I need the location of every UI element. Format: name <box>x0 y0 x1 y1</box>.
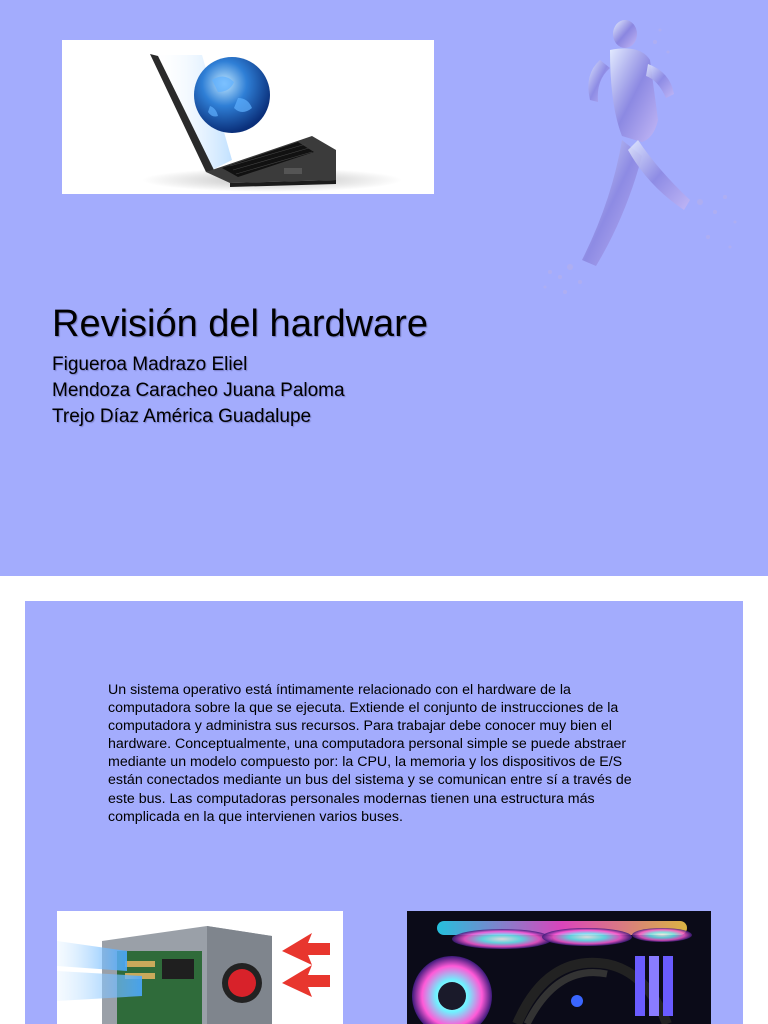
server-airflow-image <box>57 911 343 1024</box>
slide-separator <box>0 576 768 601</box>
laptop-globe-image <box>62 40 434 194</box>
author-name: Figueroa Madrazo Eliel <box>52 354 248 375</box>
slide-2 <box>25 601 743 1024</box>
author-name: Trejo Díaz América Guadalupe <box>52 406 312 427</box>
slide-title: Revisión del hardware <box>52 303 428 345</box>
author-name: Mendoza Caracheo Juana Paloma <box>52 380 345 401</box>
crystal-runner-image <box>530 12 750 307</box>
rgb-cooling-pc-image <box>407 911 711 1024</box>
author-list <box>52 352 345 430</box>
body-paragraph: Un sistema operativo está íntimamente relacionado con el hardware de la computadora sobre la que se ejecuta. Extiende el conjunto de instrucciones de la computadora y administra sus recursos. Para trabajar debe conocer muy bien el hardware. Conceptualmente, una computadora personal simple se puede abstraer mediante un modelo compuesto por: la CPU, la memoria y los dispositivos de E/S están conectados mediante un bus del sistema y se comunican entre sí a través de este bus. Las computadoras personales modernas tienen una estructura más complicada en la que intervienen varios buses. <box>108 682 632 825</box>
